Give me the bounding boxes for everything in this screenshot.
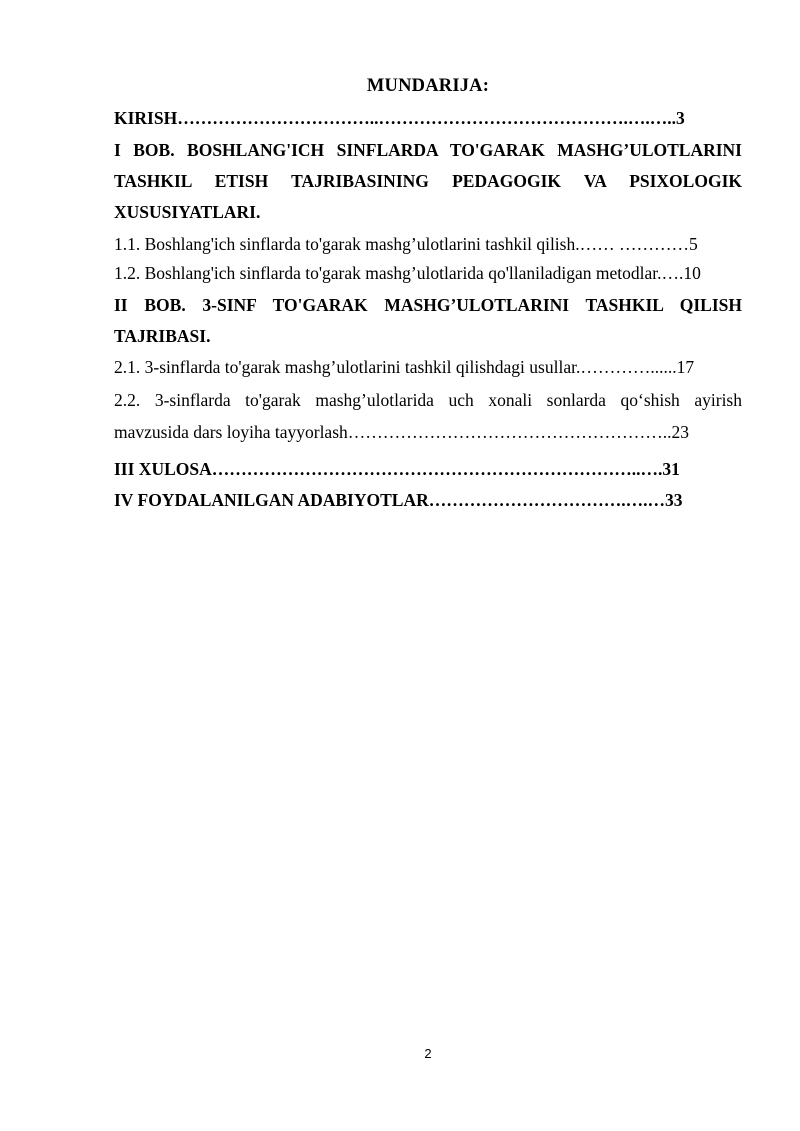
toc-entry-chapter-2 bbox=[114, 290, 742, 352]
toc-entry-xulosa-text: III XULOSA………………………………………………………………..….31 bbox=[114, 459, 680, 479]
toc-entry-2-2-line-1: 2.2. 3-sinflarda to'garak mashg’ulotlarida uch xonali sonlarda qo‘shish ayirish bbox=[114, 390, 742, 410]
chapter-2-line-2: TAJRIBASI. bbox=[114, 326, 211, 346]
toc-entry-2-2 bbox=[114, 384, 742, 448]
chapter-2-line-1: II BOB. 3-SINF TO'GARAK MASHG’ULOTLARINI TASHKIL QILISH bbox=[114, 295, 742, 315]
toc-entry-kirish bbox=[114, 105, 742, 132]
chapter-1-line-3: XUSUSIYATLARI. bbox=[114, 202, 261, 222]
table-of-contents bbox=[114, 105, 742, 516]
toc-entry-1-2 bbox=[114, 259, 742, 288]
toc-title: MUNDARIJA: bbox=[366, 76, 490, 96]
toc-entry-1-1 bbox=[114, 230, 742, 259]
chapter-1-line-1: I BOB. BOSHLANG'ICH SINFLARDA TO'GARAK MASHG’ULOTLARINI bbox=[114, 140, 742, 160]
chapter-1-line-2: TASHKIL ETISH TAJRIBASINING PEDAGOGIK VA PSIXOLOGIK bbox=[114, 171, 742, 191]
toc-entry-1-1-text: 1.1. Boshlang'ich sinflarda to'garak mashg’ulotlarini tashkil qilish.…… …………5 bbox=[114, 234, 698, 254]
toc-entry-kirish-text: KIRISH……………………………..…………………………………….….…..3 bbox=[114, 108, 685, 128]
toc-entry-chapter-1 bbox=[114, 135, 742, 228]
toc-entry-adabiyotlar-text: IV FOYDALANILGAN ADABIYOTLAR…………………………….….…33 bbox=[114, 490, 683, 510]
toc-entry-adabiyotlar bbox=[114, 485, 742, 516]
toc-entry-2-1-text: 2.1. 3-sinflarda to'garak mashg’ulotlarini tashkil qilishdagi usullar.…………......17 bbox=[114, 357, 695, 377]
toc-entry-1-2-text: 1.2. Boshlang'ich sinflarda to'garak mashg’ulotlarida qo'llaniladigan metodlar.….10 bbox=[114, 263, 701, 283]
toc-entry-2-2-line-2: mavzusida dars loyiha tayyorlash………………………………………………..23 bbox=[114, 422, 690, 442]
toc-entry-xulosa bbox=[114, 454, 742, 485]
page-number: 2 bbox=[424, 1046, 432, 1061]
toc-entry-2-1 bbox=[114, 353, 742, 382]
